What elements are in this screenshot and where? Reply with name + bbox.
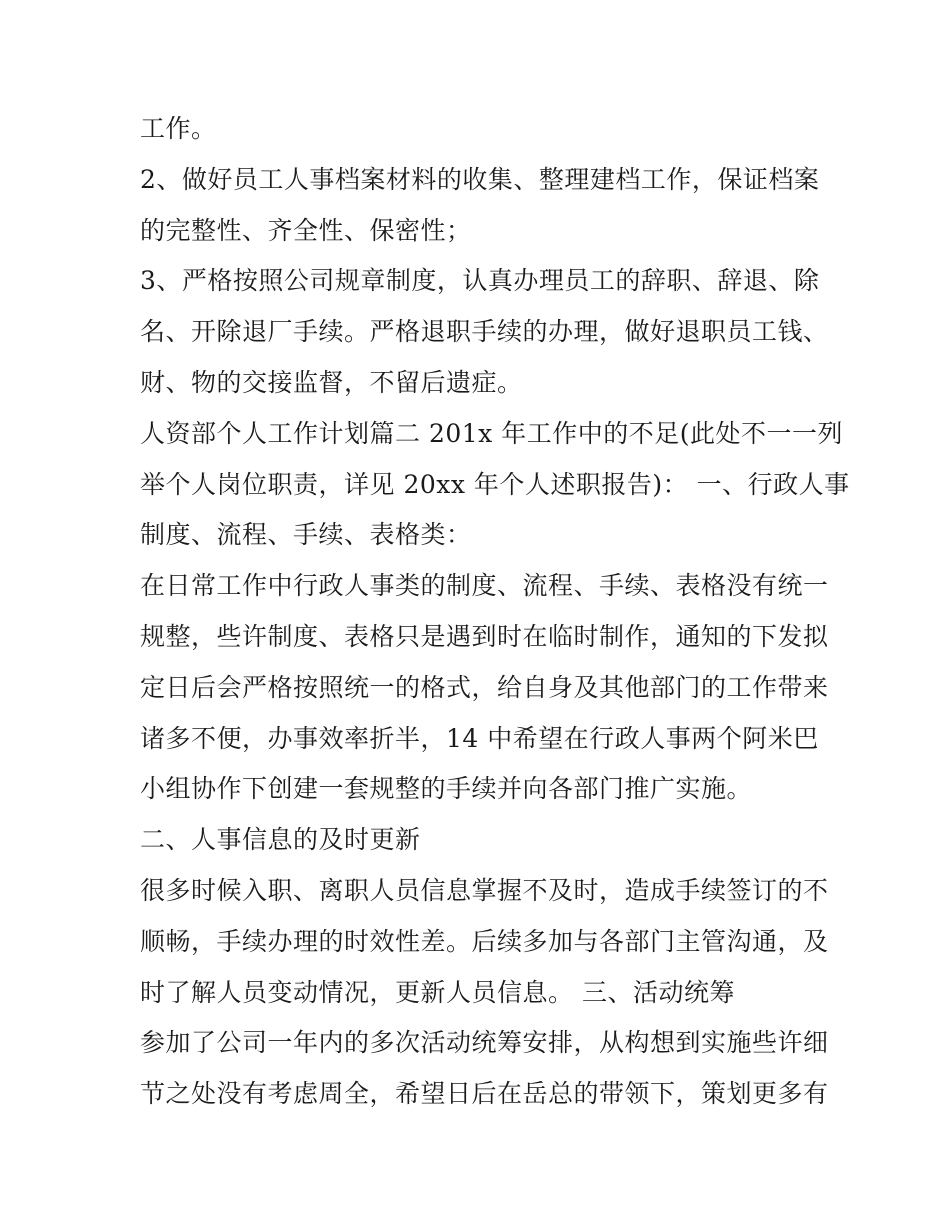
text-line: 很多时候入职、离职人员信息掌握不及时，造成手续签订的不: [140, 875, 829, 905]
text-line: 参加了公司一年内的多次活动统筹安排，从构想到实施些许细: [140, 1028, 829, 1058]
text-line: 名、开除退厂手续。严格退职手续的办理，做好退职员工钱、: [140, 317, 829, 347]
text-line: 人资部个人工作计划篇二 201x 年工作中的不足(此处不一一列: [140, 418, 843, 448]
text-line: 举个人岗位职责，详见 20xx 年个人述职报告)： 一、行政人事: [140, 469, 850, 499]
text-line: 财、物的交接监督，不留后遗症。: [140, 367, 523, 397]
text-line: 时了解人员变动情况，更新人员信息。 三、活动统筹: [140, 977, 735, 1007]
text-line: 顺畅，手续办理的时效性差。后续多加与各部门主管沟通，及: [140, 926, 829, 956]
text-line: 小组协作下创建一套规整的手续并向各部门推广实施。: [140, 774, 753, 804]
text-line: 2、做好员工人事档案材料的收集、整理建档工作，保证档案: [140, 164, 820, 194]
text-line: 定日后会严格按照统一的格式，给自身及其他部门的工作带来: [140, 672, 829, 702]
text-line: 在日常工作中行政人事类的制度、流程、手续、表格没有统一: [140, 571, 829, 601]
text-line: 3、严格按照公司规章制度，认真办理员工的辞职、辞退、除: [140, 266, 820, 296]
text-line: 规整，些许制度、表格只是遇到时在临时制作，通知的下发拟: [140, 621, 829, 651]
text-line: 诸多不便，办事效率折半，14 中希望在行政人事两个阿米巴: [140, 723, 819, 753]
document-body: [140, 104, 850, 1120]
text-line: 工作。: [140, 114, 217, 143]
text-line: 二、人事信息的及时更新: [140, 825, 421, 855]
text-line: 制度、流程、手续、表格类：: [140, 520, 472, 550]
text-line: 的完整性、齐全性、保密性；: [140, 215, 472, 245]
text-line: 节之处没有考虑周全，希望日后在岳总的带领下，策划更多有: [140, 1079, 829, 1109]
